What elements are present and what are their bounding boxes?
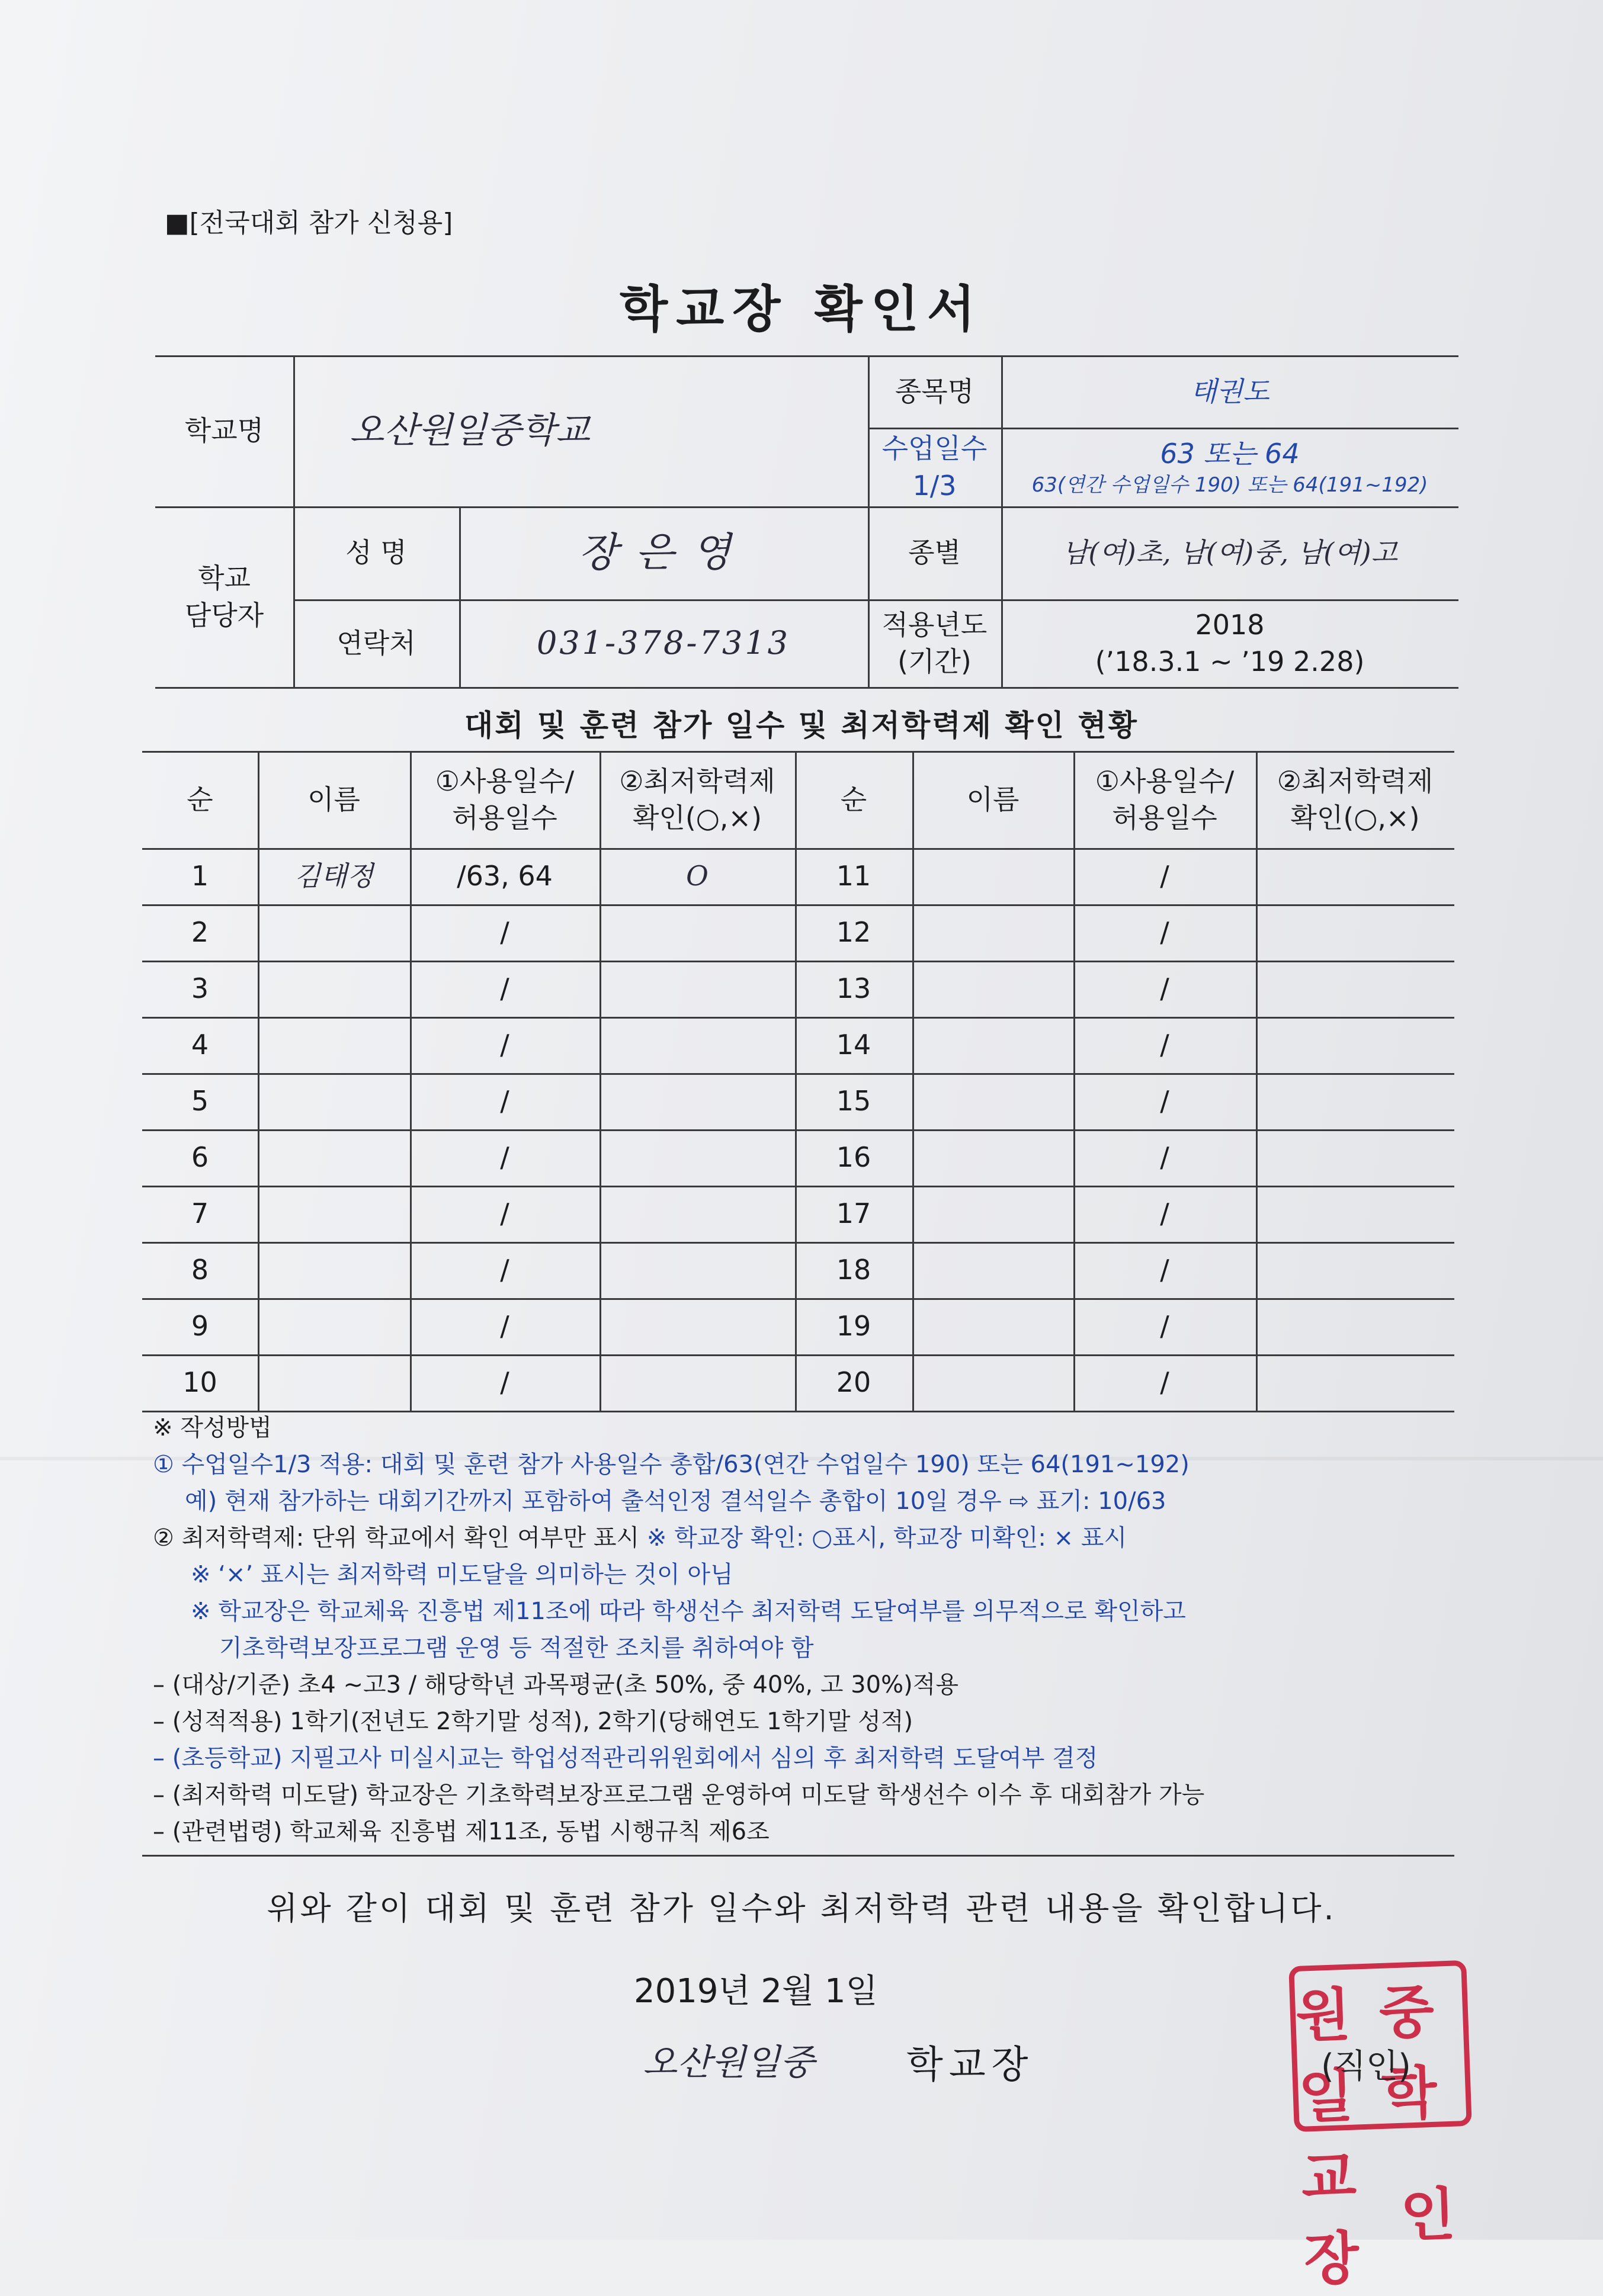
row-check [599, 1017, 795, 1073]
seal-char: 중학 [1378, 1977, 1438, 2128]
row-days: / [500, 1197, 509, 1230]
row-seq: 8 [191, 1254, 209, 1286]
row-days: / [500, 1254, 509, 1286]
sport-value: 태권도 [1190, 375, 1269, 407]
header-name: 이름 [307, 783, 360, 815]
info-border-bottom [155, 687, 1458, 689]
row-seq: 5 [191, 1085, 209, 1118]
row-days: / [1160, 1029, 1169, 1061]
row-days: / [500, 1141, 509, 1174]
row-name [258, 1354, 410, 1411]
note-3: ※ ‘×’ 표시는 최저학력 미도달을 의미하는 것이 아님 [191, 1561, 733, 1588]
row-days: / [500, 1085, 509, 1118]
row-seq: 7 [191, 1197, 209, 1230]
row-check: O [686, 860, 708, 892]
year-value [1001, 599, 1458, 687]
row-days: / [1160, 1141, 1169, 1174]
row-seq: 1 [191, 860, 209, 892]
row-name [912, 1129, 1073, 1186]
days-label-line1: 수업일수 [881, 432, 988, 465]
header-check-right-line2: 확인(○,×) [1290, 802, 1420, 834]
row-check [1256, 1017, 1454, 1073]
row-name [912, 904, 1073, 961]
document-title: 학교장 확인서 [619, 280, 984, 338]
row-days: / [1160, 1366, 1169, 1399]
row-days: / [1160, 916, 1169, 949]
instructions [153, 1409, 1474, 1850]
detail-5: – (관련법령) 학교체육 진흥법 제11조, 동법 시행규칙 제6조 [153, 1818, 770, 1845]
row-name [912, 848, 1073, 904]
row-check [1256, 848, 1454, 904]
row-name [258, 961, 410, 1017]
manager-label-line2: 담당자 [184, 599, 264, 631]
row-seq: 3 [191, 972, 209, 1005]
seal-mark-text: (직인) [1321, 2047, 1411, 2086]
year-value-period: (’18.3.1 ~ ’19 2.28) [1095, 646, 1365, 677]
seal-char: 원일 [1294, 1980, 1355, 2131]
row-name [258, 904, 410, 961]
contact-label: 연락처 [336, 627, 416, 659]
row-days: / [1160, 860, 1169, 892]
header-check-right-line1: ②최저학력제 [1277, 765, 1434, 797]
row-seq: 11 [836, 860, 871, 892]
year-label [868, 599, 1001, 687]
row-name [912, 1186, 1073, 1242]
row-check [599, 904, 795, 961]
row-check [1256, 1073, 1454, 1129]
row-check [599, 1354, 795, 1411]
gender-label: 종별 [908, 537, 961, 569]
note-1a: ① 수업일수1/3 적용: 대회 및 훈련 참가 사용일수 총합/63(연간 수업일수 190) 또는 64(191~192) [153, 1451, 1190, 1478]
seal-char: 인 [1399, 2180, 1457, 2249]
row-name [912, 1298, 1073, 1354]
row-name [258, 1073, 410, 1129]
year-label-line1: 적용년도 [881, 608, 988, 641]
notes-divider [142, 1855, 1454, 1857]
row-name [912, 961, 1073, 1017]
row-seq: 2 [191, 916, 209, 949]
row-name [258, 1242, 410, 1298]
row-seq: 12 [836, 916, 871, 949]
header-check-right [1256, 751, 1454, 848]
row-check [599, 961, 795, 1017]
row-check [1256, 904, 1454, 961]
header-check [599, 751, 795, 848]
row-days: / [1160, 972, 1169, 1005]
header-seq: 순 [187, 783, 213, 815]
school-value: 오산원일중학교 [350, 410, 590, 451]
detail-2: – (성적적용) 1학기(전년도 2학기말 성적), 2학기(당해연도 1학기말 성적) [153, 1708, 913, 1735]
row-days: / [500, 1029, 509, 1061]
detail-3: – (초등학교) 지필고사 미실시교는 학업성적관리위원회에서 심의 후 최저학력 도달여부 결정 [153, 1745, 1098, 1772]
days-value [1001, 428, 1458, 506]
gender-value: 남(여)초, 남(여)중, 남(여)고 [1062, 537, 1398, 569]
section-title: 대회 및 훈련 참가 일수 및 최저학력제 확인 현황 [464, 708, 1139, 743]
row-days: / [500, 916, 509, 949]
days-value-detail: 63(연간 수업일수 190) 또는 64(191~192) [1031, 473, 1428, 497]
issue-date: 2019년 2월 1일 [634, 1972, 878, 2011]
row-name: 김태정 [294, 860, 374, 892]
year-value-main: 2018 [1195, 608, 1265, 641]
header-name-right: 이름 [966, 783, 1019, 815]
row-name [912, 1242, 1073, 1298]
header-check-line2: 확인(○,×) [632, 802, 762, 834]
seal-char: 교장 [1300, 2143, 1361, 2293]
name-label: 성 명 [345, 537, 407, 569]
row-seq: 9 [191, 1310, 209, 1343]
row-days: / [500, 972, 509, 1005]
row-seq: 10 [182, 1366, 217, 1399]
header-days-line1: ①사용일수/ [435, 765, 575, 797]
row-name [912, 1017, 1073, 1073]
row-check [1256, 1186, 1454, 1242]
row-check [599, 1298, 795, 1354]
name-value: 장은영 [578, 529, 749, 576]
row-days: / [500, 1310, 509, 1343]
header-days-right-line2: 허용일수 [1112, 802, 1217, 834]
row-name [258, 1186, 410, 1242]
days-label [868, 428, 1001, 506]
days-label-line2: 1/3 [912, 469, 957, 502]
row-check [1256, 961, 1454, 1017]
header-days [410, 751, 599, 848]
form-tag: ■[전국대회 참가 신청용] [165, 208, 453, 238]
row-days: / [1160, 1085, 1169, 1118]
row-check [599, 1186, 795, 1242]
row-days: / [1160, 1310, 1169, 1343]
row-days: / [1160, 1197, 1169, 1230]
note-1b: 예) 현재 참가하는 대회기간까지 포함하여 출석인정 결석일수 총합이 10일 경우 ⇨ 표기: 10/63 [185, 1488, 1166, 1515]
manager-label-line1: 학교 [198, 562, 251, 595]
row-seq: 17 [836, 1197, 871, 1230]
header-seq-right: 순 [840, 783, 867, 815]
row-seq: 4 [191, 1029, 209, 1061]
header-days-line2: 허용일수 [452, 802, 557, 834]
year-label-line2: (기간) [897, 646, 972, 677]
note-2b: ※ 학교장 확인: ○표시, 학교장 미확인: × 표시 [646, 1524, 1127, 1552]
row-check [1256, 1129, 1454, 1186]
header-days-right [1073, 751, 1256, 848]
header-days-right-line1: ①사용일수/ [1095, 765, 1235, 797]
row-check [599, 1073, 795, 1129]
row-seq: 14 [836, 1029, 871, 1061]
header-check-line1: ②최저학력제 [619, 765, 775, 797]
row-check [1256, 1242, 1454, 1298]
row-name [912, 1354, 1073, 1411]
row-days: / [500, 1366, 509, 1399]
row-name [912, 1073, 1073, 1129]
row-seq: 15 [836, 1085, 871, 1118]
signature-title: 학교장 [906, 2043, 1034, 2087]
detail-1: – (대상/기준) 초4 ~고3 / 해당학년 과목평균(초 50%, 중 40%, 고 30%)적용 [153, 1671, 958, 1698]
row-check [599, 1129, 795, 1186]
row-check [1256, 1298, 1454, 1354]
signature-school: 오산원일중 [643, 2042, 815, 2083]
row-name [258, 1129, 410, 1186]
row-seq: 18 [836, 1254, 871, 1286]
note-2 [153, 1520, 1474, 1556]
row-check [599, 1242, 795, 1298]
sport-label: 종목명 [895, 375, 974, 407]
row-name [258, 1298, 410, 1354]
note-4b: 기초학력보장프로그램 운영 등 적절한 조치를 취하여야 함 [219, 1635, 814, 1662]
notes-heading: ※ 작성방법 [153, 1414, 272, 1441]
row-days: / [1160, 1254, 1169, 1286]
detail-4: – (최저학력 미도달) 학교장은 기초학력보장프로그램 운영하여 미도달 학생선수 이수 후 대회참가 가능 [153, 1781, 1205, 1809]
row-seq: 20 [836, 1366, 871, 1399]
row-name [258, 1017, 410, 1073]
note-4a: ※ 학교장은 학교체육 진흥법 제11조에 따라 학생선수 최저학력 도달여부를 의무적으로 확인하고 [191, 1598, 1186, 1625]
row-check [1256, 1354, 1454, 1411]
row-seq: 19 [836, 1310, 871, 1343]
row-seq: 6 [191, 1141, 209, 1174]
row-seq: 16 [836, 1141, 871, 1174]
school-label: 학교명 [184, 415, 264, 447]
note-2a: ② 최저학력제: 단위 학교에서 확인 여부만 표시 [153, 1524, 640, 1552]
row-seq: 13 [836, 972, 871, 1005]
days-value-main: 63 또는 64 [1160, 437, 1300, 470]
row-days: /63, 64 [457, 860, 553, 892]
confirmation-text: 위와 같이 대회 및 훈련 참가 일수와 최저학력 관련 내용을 확인합니다. [267, 1890, 1336, 1927]
contact-value: 031-378-7313 [536, 624, 791, 661]
manager-label [155, 506, 293, 687]
